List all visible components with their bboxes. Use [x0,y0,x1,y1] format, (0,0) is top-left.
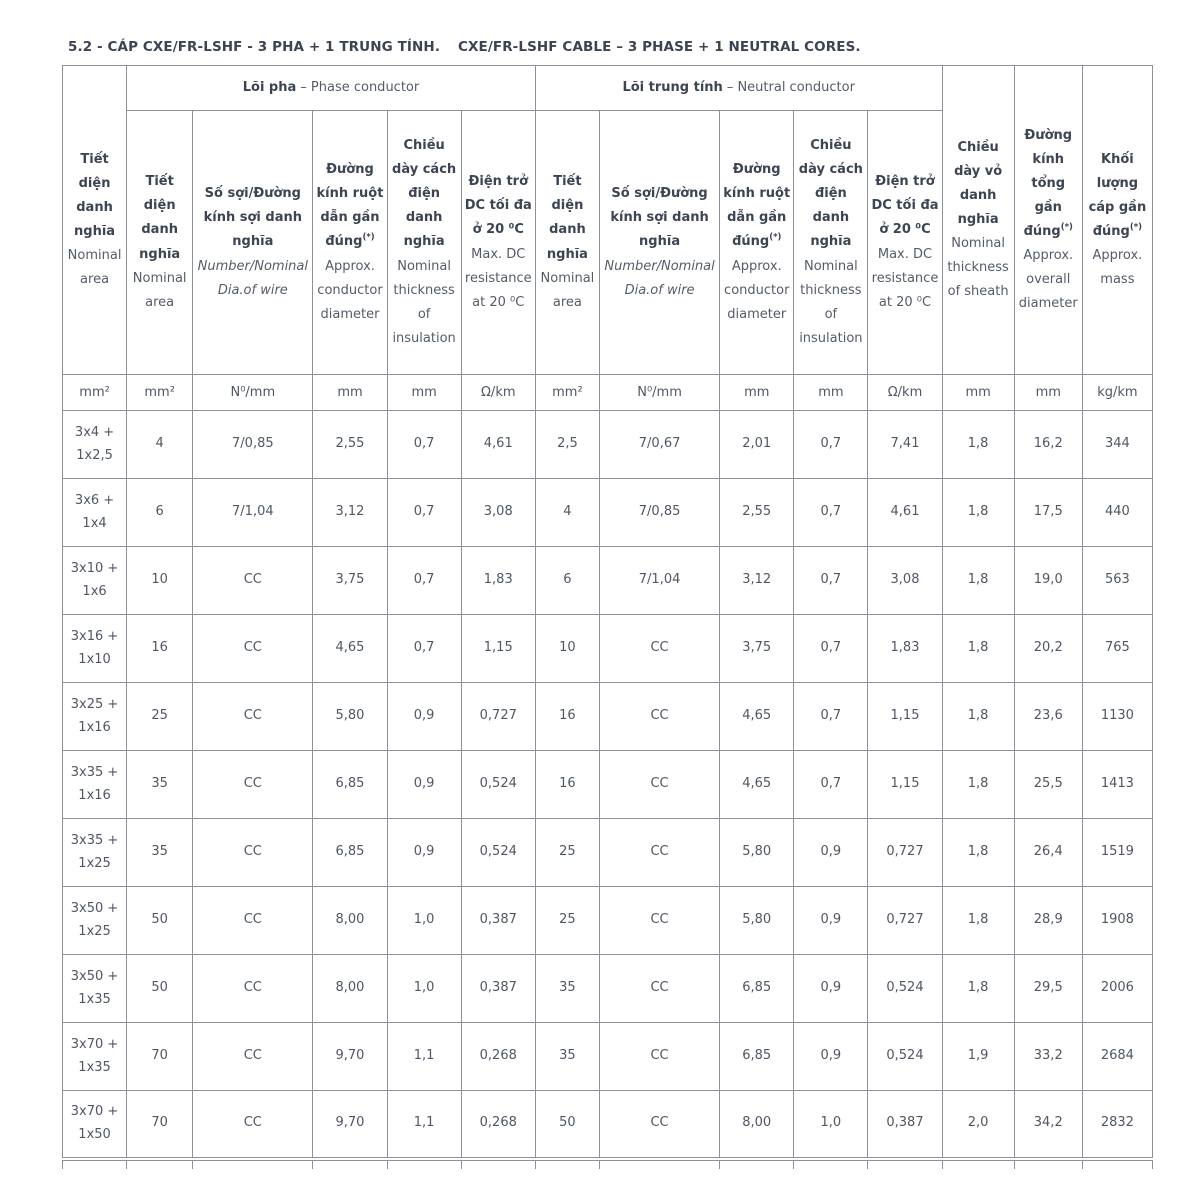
unit-phase-area: mm² [127,375,193,411]
cell-neutral-area: 4 [535,479,599,547]
page-title-vietnamese: 5.2 - CÁP CXE/FR-LSHF - 3 PHA + 1 TRUNG TÍNH. [68,39,441,55]
header-en: Nominal thickness of insulation [392,258,456,346]
header-phase-wire [193,111,313,375]
cell-phase-wire: CC [193,751,313,819]
cell-neutral-area: 6 [535,547,599,615]
cell-phase-area: 50 [127,887,193,955]
table-row [63,887,1153,955]
cell-overall-diameter: 17,5 [1014,479,1082,547]
partial-next-row [63,1159,1153,1169]
group-neutral-conductor [535,66,942,111]
cell-overall-diameter: 19,0 [1014,547,1082,615]
cell-phase-insulation: 0,7 [387,547,461,615]
cell-nominal-area: 3x70 + 1x35 [63,1023,127,1091]
cell-sheath-thickness: 1,9 [942,1023,1014,1091]
cell-phase-wire: 7/0,85 [193,411,313,479]
partial-cell [535,1159,599,1169]
cell-sheath-thickness: 1,8 [942,887,1014,955]
table-body [63,411,1153,1169]
cell-mass: 1413 [1082,751,1152,819]
cell-phase-dc-resistance: 0,268 [461,1091,535,1159]
partial-cell [942,1159,1014,1169]
cell-neutral-wire: CC [599,887,719,955]
cell-mass: 1908 [1082,887,1152,955]
header-vi: Đường kính ruột dẫn gần đúng(*) [316,162,384,250]
cell-phase-conductor-diameter: 3,12 [313,479,387,547]
header-vi: Chiều dày cách điện danh nghĩa [798,138,863,250]
cell-phase-wire: CC [193,615,313,683]
header-neutral-dc-resistance [868,111,942,375]
cell-phase-wire: CC [193,1091,313,1159]
unit-neutral-insulation: mm [794,375,868,411]
header-en: Max. DC resistance at 20 ⁰C [871,246,939,310]
header-en: Approx. conductor diameter [724,258,790,322]
cell-neutral-area: 25 [535,819,599,887]
cell-phase-area: 25 [127,683,193,751]
header-en: Nominal thickness of sheath [947,236,1009,300]
unit-phase-wire: N⁰/mm [193,375,313,411]
header-vi: Tiết diện danh nghĩa [546,174,588,262]
partial-cell [720,1159,794,1169]
cell-phase-area: 4 [127,411,193,479]
partial-cell [193,1159,313,1169]
header-neutral-insulation [794,111,868,375]
cable-spec-table [62,65,1153,1169]
header-en: Nominal area [67,248,122,288]
cell-neutral-conductor-diameter: 5,80 [720,819,794,887]
cell-phase-dc-resistance: 4,61 [461,411,535,479]
cell-neutral-insulation: 0,9 [794,1023,868,1091]
header-vi: Điện trở DC tối đa ở 20 ⁰C [871,174,939,238]
cell-neutral-dc-resistance: 0,387 [868,1091,942,1159]
cell-overall-diameter: 25,5 [1014,751,1082,819]
cell-phase-conductor-diameter: 8,00 [313,887,387,955]
cell-neutral-conductor-diameter: 3,12 [720,547,794,615]
cell-sheath-thickness: 2,0 [942,1091,1014,1159]
cell-neutral-conductor-diameter: 5,80 [720,887,794,955]
header-neutral-conductor-diameter [720,111,794,375]
cell-overall-diameter: 28,9 [1014,887,1082,955]
cell-phase-conductor-diameter: 6,85 [313,819,387,887]
cell-nominal-area: 3x16 + 1x10 [63,615,127,683]
cell-nominal-area: 3x50 + 1x25 [63,887,127,955]
partial-cell [313,1159,387,1169]
cell-phase-conductor-diameter: 3,75 [313,547,387,615]
unit-sheath-thickness: mm [942,375,1014,411]
cell-mass: 1519 [1082,819,1152,887]
cell-neutral-conductor-diameter: 8,00 [720,1091,794,1159]
cell-phase-insulation: 0,9 [387,819,461,887]
cell-nominal-area: 3x35 + 1x16 [63,751,127,819]
header-en: Nominal area [132,270,187,310]
cell-nominal-area: 3x35 + 1x25 [63,819,127,887]
cell-neutral-conductor-diameter: 3,75 [720,615,794,683]
cell-phase-dc-resistance: 0,727 [461,683,535,751]
cell-nominal-area: 3x10 + 1x6 [63,547,127,615]
cell-neutral-conductor-diameter: 6,85 [720,1023,794,1091]
cell-phase-conductor-diameter: 6,85 [313,751,387,819]
cell-neutral-dc-resistance: 1,15 [868,683,942,751]
cell-phase-area: 70 [127,1023,193,1091]
cell-mass: 563 [1082,547,1152,615]
cell-nominal-area: 3x6 + 1x4 [63,479,127,547]
cell-phase-wire: CC [193,1023,313,1091]
cell-neutral-insulation: 0,9 [794,887,868,955]
unit-phase-conductor-diameter: mm [313,375,387,411]
unit-neutral-area: mm² [535,375,599,411]
header-vi: Đường kính ruột dẫn gần đúng(*) [723,162,791,250]
cell-phase-dc-resistance: 0,268 [461,1023,535,1091]
group-label-en: – Neutral conductor [726,79,855,95]
header-vi: Chiều dày cách điện danh nghĩa [392,138,457,250]
cell-neutral-dc-resistance: 3,08 [868,547,942,615]
cell-phase-insulation: 1,1 [387,1023,461,1091]
cell-phase-insulation: 1,1 [387,1091,461,1159]
header-en: Nominal area [540,270,595,310]
cell-neutral-conductor-diameter: 4,65 [720,683,794,751]
cell-neutral-conductor-diameter: 4,65 [720,751,794,819]
unit-nominal-area: mm² [63,375,127,411]
cell-overall-diameter: 16,2 [1014,411,1082,479]
cell-neutral-dc-resistance: 0,727 [868,819,942,887]
table-row [63,683,1153,751]
header-phase-conductor-diameter [313,111,387,375]
cell-nominal-area: 3x25 + 1x16 [63,683,127,751]
unit-neutral-wire: N⁰/mm [599,375,719,411]
cell-neutral-insulation: 0,7 [794,547,868,615]
partial-cell [387,1159,461,1169]
header-vi: Tiết diện danh nghĩa [139,174,181,262]
cell-neutral-area: 10 [535,615,599,683]
cell-phase-area: 35 [127,751,193,819]
header-en: Approx. overall diameter [1018,248,1078,312]
cell-neutral-wire: 7/1,04 [599,547,719,615]
cell-overall-diameter: 23,6 [1014,683,1082,751]
unit-phase-dc-resistance: Ω/km [461,375,535,411]
cell-neutral-area: 35 [535,1023,599,1091]
cell-neutral-wire: CC [599,1023,719,1091]
cell-neutral-wire: CC [599,751,719,819]
cell-mass: 1130 [1082,683,1152,751]
cell-sheath-thickness: 1,8 [942,547,1014,615]
group-header-row [63,66,1153,111]
partial-cell [599,1159,719,1169]
header-phase-dc-resistance [461,111,535,375]
cell-phase-insulation: 0,9 [387,683,461,751]
cell-neutral-conductor-diameter: 2,55 [720,479,794,547]
cell-phase-conductor-diameter: 8,00 [313,955,387,1023]
header-en: Number/Nominal Dia.of wire [197,258,308,298]
cell-phase-conductor-diameter: 2,55 [313,411,387,479]
footnote-marker: (*) [769,233,782,244]
cell-phase-dc-resistance: 1,83 [461,547,535,615]
cell-phase-dc-resistance: 0,387 [461,955,535,1023]
header-vi: Điện trở DC tối đa ở 20 ⁰C [464,174,532,238]
cell-phase-insulation: 0,9 [387,751,461,819]
footnote-marker: (*) [1129,222,1143,233]
cell-overall-diameter: 20,2 [1014,615,1082,683]
cell-neutral-insulation: 0,7 [794,751,868,819]
cell-neutral-wire: CC [599,819,719,887]
header-phase-insulation [387,111,461,375]
cell-neutral-conductor-diameter: 2,01 [720,411,794,479]
cell-phase-dc-resistance: 0,524 [461,819,535,887]
cell-phase-wire: CC [193,547,313,615]
cell-neutral-insulation: 0,7 [794,411,868,479]
cell-mass: 2006 [1082,955,1152,1023]
header-en: Approx. mass [1092,248,1143,288]
unit-overall-diameter: mm [1014,375,1082,411]
cell-phase-insulation: 0,7 [387,479,461,547]
cell-sheath-thickness: 1,8 [942,819,1014,887]
cell-mass: 344 [1082,411,1152,479]
partial-cell [461,1159,535,1169]
cell-overall-diameter: 34,2 [1014,1091,1082,1159]
unit-neutral-conductor-diameter: mm [720,375,794,411]
header-vi: Số sợi/Đường kính sợi danh nghĩa [203,186,303,250]
header-en: Max. DC resistance at 20 ⁰C [464,246,532,310]
cell-neutral-dc-resistance: 0,727 [868,887,942,955]
header-en: Number/Nominal Dia.of wire [604,258,715,298]
cell-neutral-insulation: 0,7 [794,615,868,683]
header-overall-diameter [1014,66,1082,375]
cell-phase-conductor-diameter: 5,80 [313,683,387,751]
cell-neutral-insulation: 0,9 [794,819,868,887]
cell-phase-area: 16 [127,615,193,683]
table-row [63,479,1153,547]
cell-phase-wire: CC [193,683,313,751]
header-vi: Số sợi/Đường kính sợi danh nghĩa [610,186,709,250]
cell-neutral-wire: CC [599,1091,719,1159]
partial-cell [127,1159,193,1169]
cell-overall-diameter: 26,4 [1014,819,1082,887]
cell-sheath-thickness: 1,8 [942,955,1014,1023]
cell-phase-area: 50 [127,955,193,1023]
cell-neutral-wire: 7/0,85 [599,479,719,547]
header-vi: Đường kính tổng gần đúng(*) [1023,127,1073,239]
cell-neutral-dc-resistance: 0,524 [868,1023,942,1091]
cell-mass: 440 [1082,479,1152,547]
table-row [63,819,1153,887]
cell-phase-dc-resistance: 0,387 [461,887,535,955]
header-phase-area [127,111,193,375]
cell-neutral-area: 35 [535,955,599,1023]
cell-nominal-area: 3x50 + 1x35 [63,955,127,1023]
header-neutral-wire [599,111,719,375]
header-neutral-area [535,111,599,375]
cell-phase-area: 6 [127,479,193,547]
cell-nominal-area: 3x4 + 1x2,5 [63,411,127,479]
group-phase-conductor [127,66,536,111]
cell-neutral-insulation: 0,7 [794,479,868,547]
cell-phase-wire: CC [193,955,313,1023]
table-row [63,955,1153,1023]
header-en: Nominal thickness of insulation [799,258,863,346]
cell-phase-wire: CC [193,819,313,887]
cell-neutral-area: 25 [535,887,599,955]
header-nominal-area [63,66,127,375]
cell-phase-insulation: 1,0 [387,887,461,955]
cell-phase-insulation: 0,7 [387,411,461,479]
table-row [63,751,1153,819]
header-vi: Tiết diện danh nghĩa [74,151,116,239]
cell-phase-area: 35 [127,819,193,887]
table-row [63,615,1153,683]
cell-sheath-thickness: 1,8 [942,615,1014,683]
cell-sheath-thickness: 1,8 [942,479,1014,547]
unit-neutral-dc-resistance: Ω/km [868,375,942,411]
cell-overall-diameter: 29,5 [1014,955,1082,1023]
cell-neutral-area: 2,5 [535,411,599,479]
cell-phase-dc-resistance: 3,08 [461,479,535,547]
cell-sheath-thickness: 1,8 [942,751,1014,819]
cell-phase-insulation: 0,7 [387,615,461,683]
partial-cell [1082,1159,1152,1169]
cell-neutral-wire: CC [599,615,719,683]
cell-neutral-conductor-diameter: 6,85 [720,955,794,1023]
table-row [63,1023,1153,1091]
cell-phase-conductor-diameter: 9,70 [313,1023,387,1091]
cell-neutral-dc-resistance: 1,15 [868,751,942,819]
cell-neutral-dc-resistance: 4,61 [868,479,942,547]
cell-phase-conductor-diameter: 9,70 [313,1091,387,1159]
cell-neutral-area: 16 [535,683,599,751]
group-label-vi: Lõi trung tính [622,79,723,95]
cell-phase-area: 70 [127,1091,193,1159]
cell-mass: 2684 [1082,1023,1152,1091]
cell-phase-area: 10 [127,547,193,615]
cell-neutral-insulation: 0,7 [794,683,868,751]
cell-phase-insulation: 1,0 [387,955,461,1023]
cell-sheath-thickness: 1,8 [942,683,1014,751]
partial-cell [868,1159,942,1169]
cell-neutral-area: 16 [535,751,599,819]
cell-sheath-thickness: 1,8 [942,411,1014,479]
cell-nominal-area: 3x70 + 1x50 [63,1091,127,1159]
cell-mass: 2832 [1082,1091,1152,1159]
cell-neutral-wire: CC [599,683,719,751]
cell-phase-wire: CC [193,887,313,955]
partial-cell [794,1159,868,1169]
cell-neutral-dc-resistance: 0,524 [868,955,942,1023]
footnote-marker: (*) [362,233,375,244]
footnote-marker: (*) [1060,222,1073,233]
cell-phase-dc-resistance: 1,15 [461,615,535,683]
cell-overall-diameter: 33,2 [1014,1023,1082,1091]
cell-phase-dc-resistance: 0,524 [461,751,535,819]
group-label-en: – Phase conductor [300,79,420,95]
table-row [63,411,1153,479]
cell-neutral-wire: 7/0,67 [599,411,719,479]
header-mass [1082,66,1152,375]
cell-phase-conductor-diameter: 4,65 [313,615,387,683]
cell-neutral-insulation: 1,0 [794,1091,868,1159]
header-vi: Khối lượng cáp gần đúng(*) [1088,151,1147,239]
cell-neutral-area: 50 [535,1091,599,1159]
group-label-vi: Lõi pha [242,79,297,95]
cell-mass: 765 [1082,615,1152,683]
unit-mass: kg/km [1082,375,1152,411]
unit-phase-insulation: mm [387,375,461,411]
header-vi: Chiều dày vỏ danh nghĩa [954,139,1003,227]
cell-neutral-insulation: 0,9 [794,955,868,1023]
cell-phase-wire: 7/1,04 [193,479,313,547]
header-sheath-thickness [942,66,1014,375]
partial-cell [63,1159,127,1169]
header-en: Approx. conductor diameter [317,258,383,322]
partial-cell [1014,1159,1082,1169]
cell-neutral-wire: CC [599,955,719,1023]
cell-neutral-dc-resistance: 7,41 [868,411,942,479]
table-row [63,1091,1153,1159]
page-title-english: CXE/FR-LSHF CABLE – 3 PHASE + 1 NEUTRAL CORES. [458,39,861,55]
table-row [63,547,1153,615]
cell-neutral-dc-resistance: 1,83 [868,615,942,683]
units-row [63,375,1153,411]
